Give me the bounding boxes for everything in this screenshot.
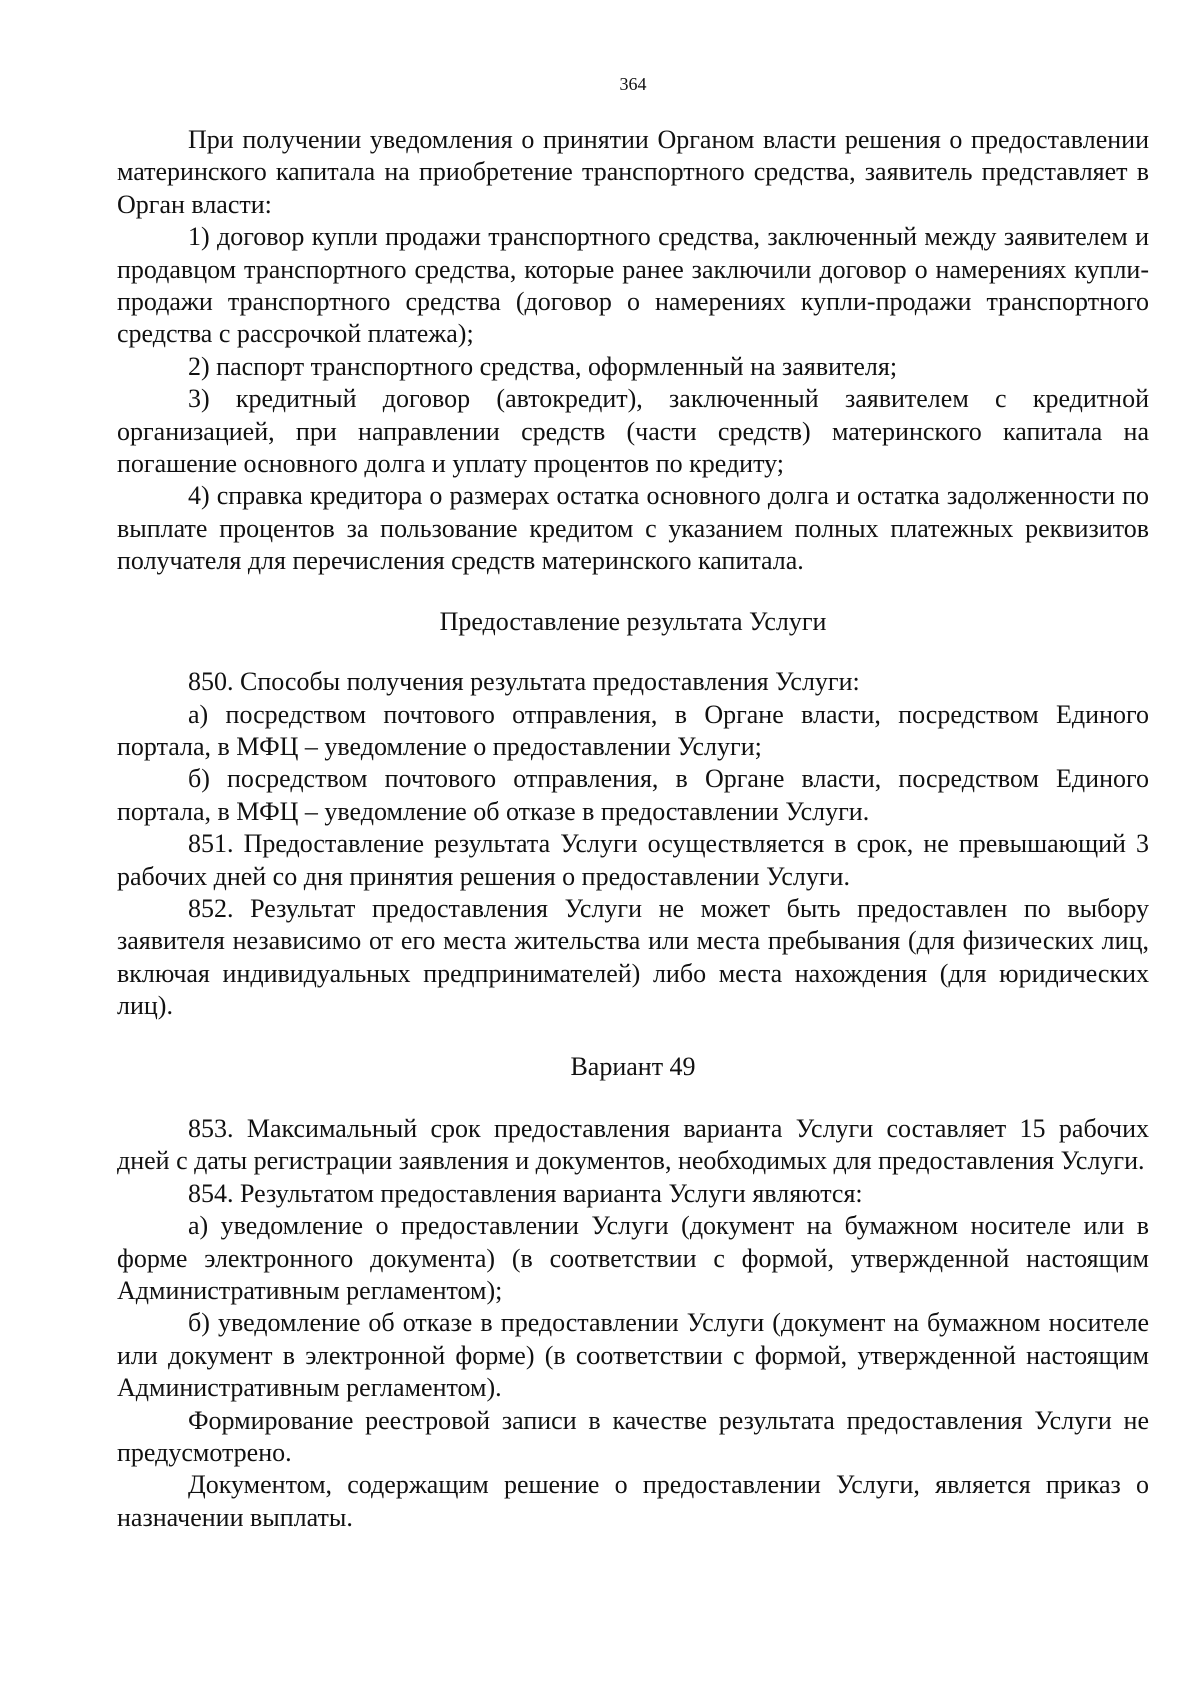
paragraph-851: 851. Предоставление результата Услуги осуществляется в срок, не превышающий 3 рабочих дней со дня принятия решения о предоставлении Услуги.: [117, 829, 1149, 891]
section-heading-variant: Вариант 49: [570, 1051, 696, 1081]
paragraph-registry-note: Формирование реестровой записи в качестве результата предоставления Услуги не предусмотрено.: [117, 1405, 1149, 1468]
paragraph-intro: При получении уведомления о принятии Органом власти решения о предоставлении материнского капитала на приобретение транспортного средства, заявитель представляет в Орган власти:: [117, 125, 1149, 219]
paragraph-854-b: б) уведомление об отказе в предоставлении Услуги (документ на бумажном носителе или документ в электронной форме) (в соответствии с формой, утвержденной настоящим Административным регламентом).: [117, 1308, 1149, 1403]
document-page: [117, 60, 1149, 1534]
paragraph-850-a: а) посредством почтового отправления, в Органе власти, посредством Единого портала, в МФЦ – уведомление о предоставлении Услуги;: [117, 699, 1149, 761]
paragraph-854-a: а) уведомление о предоставлении Услуги (документ на бумажном носителе или в форме электронного документа) (в соответствии с формой, утвержденной настоящим Административным регламентом);: [117, 1211, 1149, 1305]
paragraph-854: 854. Результатом предоставления варианта Услуги являются:: [188, 1178, 863, 1208]
page-number: 364: [619, 74, 647, 94]
paragraph-852: 852. Результат предоставления Услуги не может быть предоставлен по выбору заявителя независимо от его места жительства или места пребывания (для физических лиц, включая индивидуальных предпринимателей) либо места нахождения (для юридических лиц).: [117, 893, 1149, 1021]
paragraph-item-2: 2) паспорт транспортного средства, оформленный на заявителя;: [188, 351, 898, 381]
paragraph-item-3: 3) кредитный договор (автокредит), заключенный заявителем с кредитной организацией, при направлении средств (части средств) материнского капитала на погашение основного долга и уплату процентов по кредиту;: [117, 384, 1149, 479]
section-heading-result: Предоставление результата Услуги: [439, 606, 827, 636]
paragraph-item-1: 1) договор купли продажи транспортного средства, заключенный между заявителем и продавцом транспортного средства, которые ранее заключили договор о намерениях купли-продажи транспортного средства (договор о намерениях купли-продажи транспортного средства с рассрочкой платежа);: [117, 222, 1149, 349]
paragraph-853: 853. Максимальный срок предоставления варианта Услуги составляет 15 рабочих дней с даты регистрации заявления и документов, необходимых для предоставления Услуги.: [117, 1113, 1149, 1176]
paragraph-item-4: 4) справка кредитора о размерах остатка основного долга и остатка задолженности по выплате процентов за пользование кредитом с указанием полных платежных реквизитов получателя для перечисления средств материнского капитала.: [117, 481, 1149, 576]
paragraph-decision-document: Документом, содержащим решение о предоставлении Услуги, является приказ о назначении выплаты.: [117, 1470, 1149, 1532]
paragraph-850: 850. Способы получения результата предоставления Услуги:: [188, 667, 860, 697]
paragraph-850-b: б) посредством почтового отправления, в Органе власти, посредством Единого портала, в МФЦ – уведомление об отказе в предоставлении Услуги.: [117, 764, 1149, 826]
